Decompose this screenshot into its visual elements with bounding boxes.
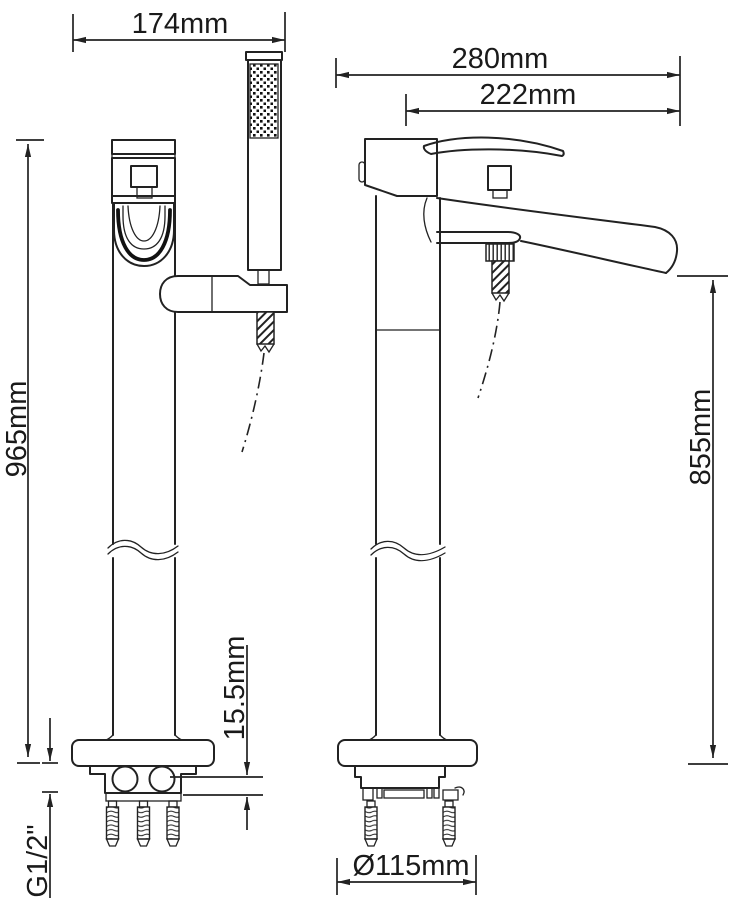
- handshower-spray-face: [250, 64, 278, 138]
- dim-label-thread: G1/2": [22, 824, 54, 898]
- tail-tip: [167, 839, 179, 846]
- hose-connector-tip: [257, 344, 274, 352]
- hose-outlet-elbow: [443, 787, 464, 800]
- tail-neck: [445, 801, 453, 807]
- underdeck-housing: [355, 766, 445, 788]
- dim-height-965: [1, 140, 44, 763]
- base-plate: [72, 740, 214, 766]
- tail-neck: [367, 801, 375, 807]
- cartridge-cap: [112, 140, 175, 154]
- spout-channel: [123, 206, 165, 249]
- tail-neck: [140, 801, 148, 807]
- dim-width-174: [73, 8, 285, 52]
- threaded-tail: [167, 807, 179, 839]
- inlet-port: [113, 767, 138, 792]
- threaded-tails: [365, 801, 455, 846]
- threaded-tail: [107, 807, 119, 839]
- fitting-block: [377, 788, 382, 798]
- dim-label-spout-height: 855mm: [685, 388, 717, 486]
- dim-label-total-depth: 280mm: [451, 43, 549, 75]
- spout-collar: [112, 196, 175, 203]
- side-column: [369, 196, 447, 740]
- hose-connector-tip: [492, 293, 509, 301]
- shower-bracket-side: [437, 232, 520, 243]
- side-base: [338, 740, 477, 846]
- dim-label-height: 965mm: [1, 380, 33, 478]
- shower-hose-centerline: [242, 353, 264, 452]
- hose-connector-hatched: [257, 312, 274, 344]
- mixer-head-side: [365, 139, 437, 196]
- underdeck-housing: [90, 766, 196, 793]
- diverter-knob-side: [488, 166, 511, 190]
- base-plate: [338, 740, 477, 766]
- fitting-block: [427, 788, 432, 798]
- side-view: [336, 43, 728, 895]
- diverter-knob: [131, 166, 157, 187]
- front-base: [72, 740, 214, 846]
- front-view: [1, 8, 287, 898]
- hand-shower-assembly: [160, 52, 287, 452]
- mounting-plate: [106, 793, 181, 801]
- inlet-port: [150, 767, 175, 792]
- hose-connector-hatched: [492, 261, 509, 293]
- fitting-block: [434, 788, 439, 798]
- dim-reach-222: [406, 79, 680, 126]
- side-faucet-head: [359, 138, 677, 398]
- dim-base-diameter-115: [337, 850, 476, 895]
- spout-channel-inner: [128, 206, 160, 241]
- dim-label-deck: 15.5mm: [219, 635, 251, 741]
- mounting-plate: [384, 790, 424, 798]
- dim-spout-height-855: [677, 276, 728, 764]
- fitting-block: [363, 788, 373, 800]
- front-faucet-body: [106, 140, 182, 740]
- tail-tip: [365, 839, 377, 846]
- tail-tip: [443, 839, 455, 846]
- dim-label-width: 174mm: [131, 8, 229, 40]
- tail-neck: [109, 801, 117, 807]
- break-line: [371, 547, 445, 560]
- lever-handle: [424, 138, 564, 156]
- tail-tip: [138, 839, 150, 846]
- tail-neck: [169, 801, 177, 807]
- handshower-cap: [246, 52, 282, 60]
- dim-label-spout-reach: 222mm: [479, 79, 577, 111]
- mixer-head: [112, 158, 175, 196]
- diverter-stem-side: [493, 190, 507, 198]
- tail-tip: [107, 839, 119, 846]
- threaded-tail: [443, 807, 455, 839]
- dim-label-base-diameter: Ø115mm: [352, 850, 470, 882]
- threaded-tail: [138, 807, 150, 839]
- threaded-tail: [365, 807, 377, 839]
- spout-top-edge: [437, 198, 677, 273]
- knurled-nut: [486, 244, 514, 261]
- body-transition-curve: [424, 198, 431, 242]
- spout-bottom-edge: [521, 241, 666, 273]
- threaded-tails: [107, 801, 180, 846]
- shower-holder-arm: [160, 276, 287, 312]
- dim-deck-15-5: [170, 636, 263, 830]
- handshower-inlet: [258, 270, 269, 284]
- shower-hose-centerline: [478, 302, 500, 398]
